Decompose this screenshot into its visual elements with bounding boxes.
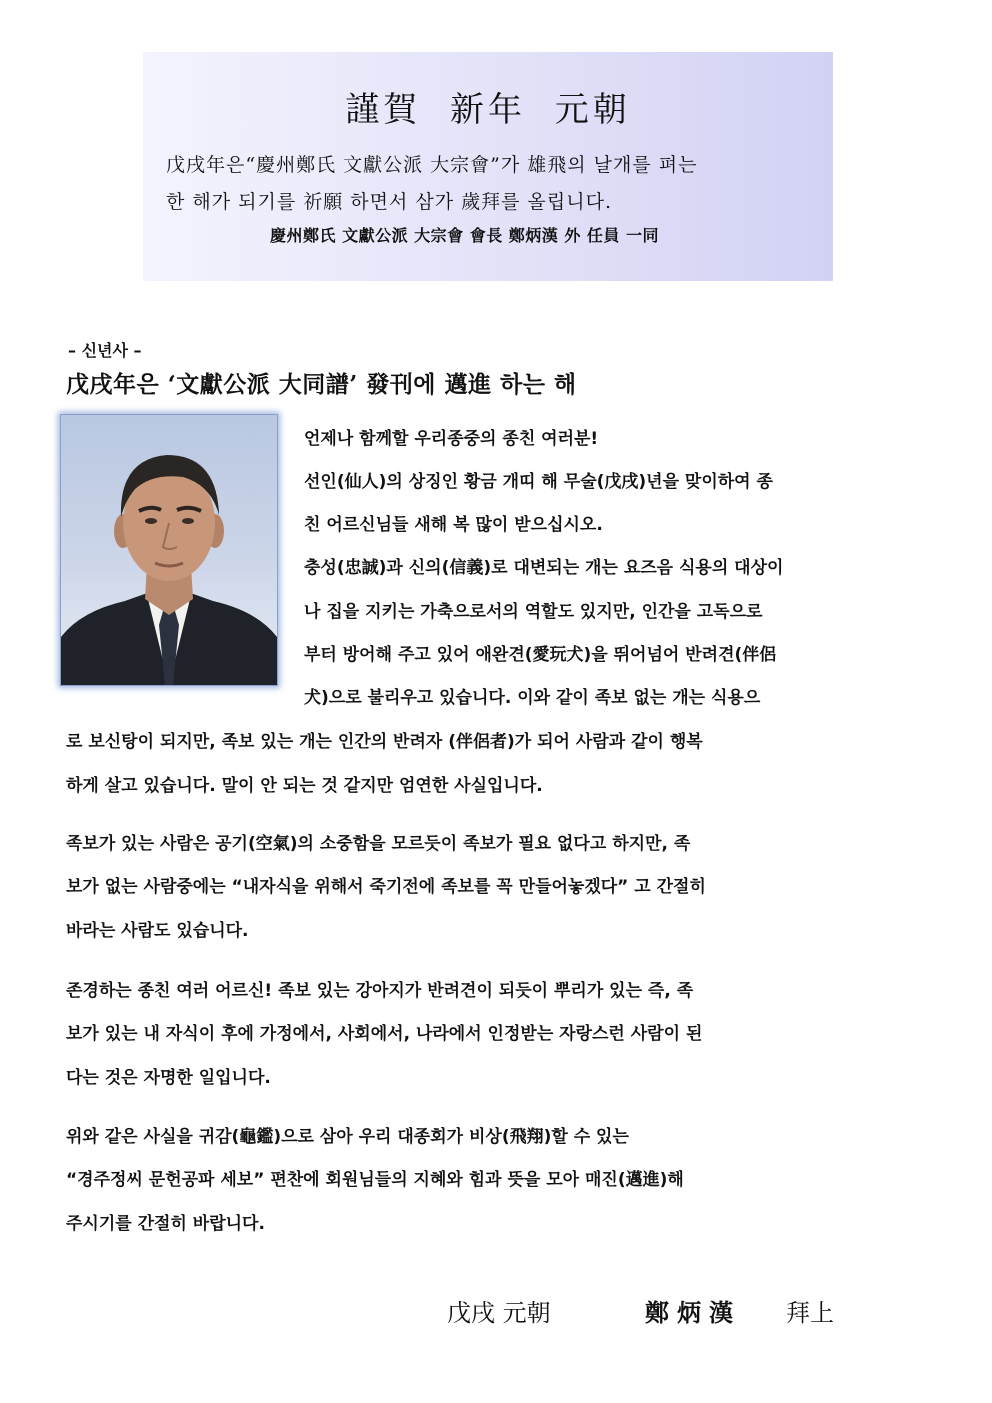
body-line: 바라는 사람도 있습니다. [66, 921, 249, 941]
body-line: 족보가 있는 사람은 공기(空氣)의 소중함을 모르듯이 족보가 필요 없다고 하지만, 족 [66, 834, 691, 854]
page-heading: 戊戌年은 ‘文獻公派 大同譜’ 發刊에 邁進 하는 해 [66, 371, 577, 398]
banner-line-1: 戊戌年은“慶州鄭氏 文獻公派 大宗會”가 雄飛의 날개를 펴는 [166, 154, 698, 176]
portrait-photo [60, 414, 278, 686]
section-label: – 신년사 – [68, 341, 142, 360]
banner-title: 謹賀 新年 元朝 [345, 90, 631, 130]
body-line: 언제나 함께할 우리종중의 종친 여러분! [304, 429, 599, 449]
body-line: 충성(忠誠)과 신의(信義)로 대변되는 개는 요즈음 식용의 대상이 [304, 558, 784, 578]
closing-date: 戊戌 元朝 [447, 1299, 551, 1327]
body-line: 다는 것은 자명한 일입니다. [66, 1068, 271, 1088]
body-line: 주시기를 간절히 바랍니다. [66, 1214, 265, 1234]
closing-name: 鄭炳漢 [645, 1298, 741, 1327]
portrait-icon [61, 415, 277, 685]
body-line: “경주정씨 문헌공파 세보” 편찬에 회원님들의 지혜와 힘과 뜻을 모아 매진(邁進)해 [66, 1170, 684, 1190]
body-line: 선인(仙人)의 상징인 황금 개띠 해 무술(戊戌)년을 맞이하여 종 [304, 472, 773, 492]
body-line: 존경하는 종친 여러 어르신! 족보 있는 강아지가 반려견이 되듯이 뿌리가 있는 즉, 족 [66, 981, 694, 1001]
body-line: 부터 방어해 주고 있어 애완견(愛玩犬)을 뛰어넘어 반려견(伴侶 [304, 645, 777, 665]
body-line: 나 집을 지키는 가축으로서의 역할도 있지만, 인간을 고독으로 [304, 602, 763, 622]
body-line: 하게 살고 있습니다. 말이 안 되는 것 같지만 엄연한 사실입니다. [66, 776, 543, 796]
body-line: 보가 없는 사람중에는 “내자식을 위해서 죽기전에 족보를 꼭 만들어놓겠다” 고 간절히 [66, 877, 706, 897]
body-line: 보가 있는 내 자식이 후에 가정에서, 사회에서, 나라에서 인정받는 자랑스런 사람이 된 [66, 1024, 703, 1044]
body-line: 犬)으로 불리우고 있습니다. 이와 같이 족보 없는 개는 식용으 [304, 688, 761, 708]
greeting-banner [143, 52, 833, 281]
banner-signature: 慶州鄭氏 文獻公派 大宗會 會長 鄭炳漢 外 任員 一同 [270, 226, 659, 245]
banner-line-2: 한 해가 되기를 祈願 하면서 삼가 歲拜를 올립니다. [166, 191, 612, 213]
body-line: 위와 같은 사실을 귀감(龜鑑)으로 삼아 우리 대종회가 비상(飛翔)할 수 있는 [66, 1127, 629, 1147]
body-line: 로 보신탕이 되지만, 족보 있는 개는 인간의 반려자 (伴侶者)가 되어 사람과 같이 행복 [66, 732, 703, 752]
closing-bow: 拜上 [786, 1299, 834, 1327]
body-line: 친 어르신님들 새해 복 많이 받으십시오. [304, 515, 603, 535]
